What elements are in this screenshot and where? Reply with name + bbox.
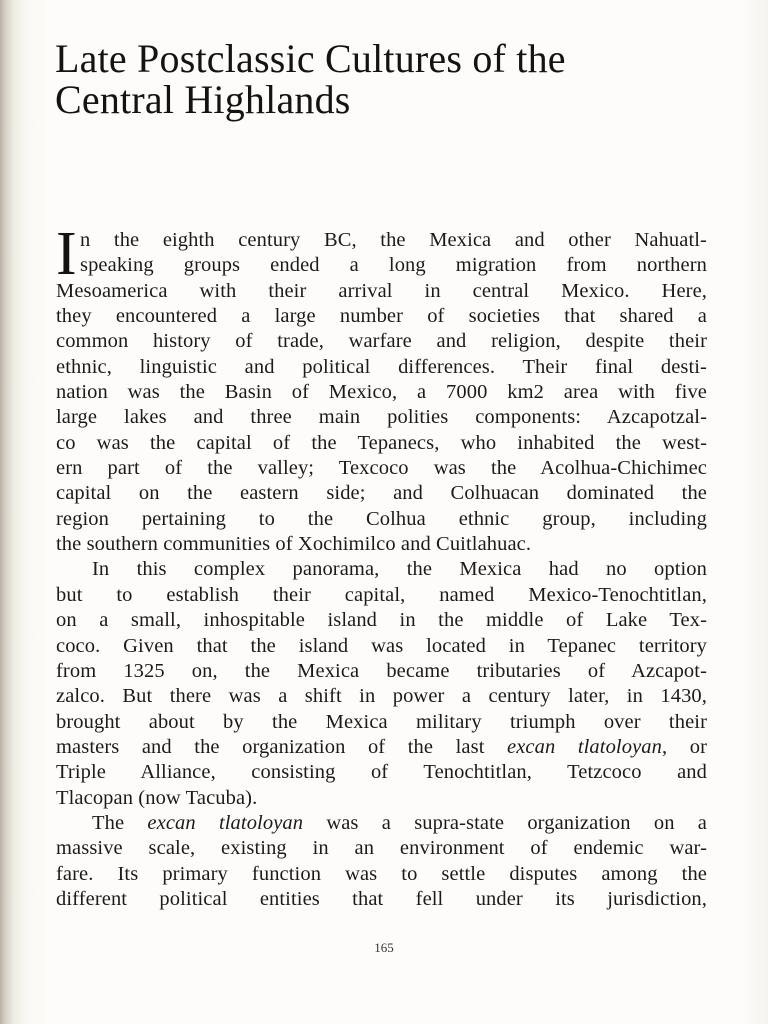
text-segment: Tlacopan (now Tacuba). <box>56 786 258 809</box>
text-segment: Triple Alliance, consisting of Tenochtitlan, Tetzcoco and <box>56 761 707 784</box>
text-segment: large lakes and three main polities components: Azcapotzal- <box>56 406 707 429</box>
body-text <box>56 220 707 912</box>
text-line <box>56 887 707 912</box>
italic-term: excan tlatoloyan <box>507 735 662 758</box>
text-segment: region pertaining to the Colhua ethnic group, including <box>56 507 707 530</box>
text-line <box>56 405 707 430</box>
text-segment: In this complex panorama, the Mexica had no option <box>92 558 707 581</box>
text-line <box>56 557 707 582</box>
text-line <box>56 811 707 836</box>
text-segment: fare. Its primary function was to settle disputes among the <box>56 862 707 885</box>
text-segment: different political entities that fell under its jurisdiction, <box>56 887 707 910</box>
text-segment: the southern communities of Xochimilco and Cuitlahuac. <box>56 533 532 556</box>
text-segment: on a small, inhospitable island in the middle of Lake Tex- <box>56 609 707 632</box>
text-line <box>56 507 707 532</box>
page-number: 165 <box>374 940 394 955</box>
text-line <box>56 355 707 380</box>
text-line <box>56 836 707 861</box>
text-segment: common history of trade, warfare and religion, despite their <box>56 330 707 353</box>
text-line <box>56 253 707 278</box>
text-line <box>56 710 707 735</box>
text-segment: from 1325 on, the Mexica became tributaries of Azcapot- <box>56 659 707 682</box>
text-line <box>56 862 707 887</box>
text-line <box>56 760 707 785</box>
text-segment: massive scale, existing in an environment of endemic war- <box>56 837 707 860</box>
chapter-title-line: Central Highlands <box>55 77 351 122</box>
text-segment: speaking groups ended a long migration from northern <box>80 254 707 277</box>
text-segment: capital on the eastern side; and Colhuacan dominated the <box>56 482 707 505</box>
text-line <box>56 279 707 304</box>
text-segment: , or <box>661 735 707 758</box>
text-line <box>56 659 707 684</box>
text-segment: was a supra-state organization on a <box>303 811 707 834</box>
text-segment: ern part of the valley; Texcoco was the Acolhua-Chichimec <box>56 457 707 480</box>
text-segment: zalco. But there was a shift in power a century later, in 1430, <box>56 685 707 708</box>
text-segment: they encountered a large number of societies that shared a <box>56 305 707 328</box>
text-line <box>56 481 707 506</box>
text-line <box>56 228 707 253</box>
text-line <box>56 329 707 354</box>
chapter-title <box>55 38 566 120</box>
text-segment: ethnic, linguistic and political differences. Their final desti- <box>56 355 707 378</box>
text-line <box>56 304 707 329</box>
text-segment: Mesoamerica with their arrival in central Mexico. Here, <box>56 279 707 302</box>
text-segment: co was the capital of the Tepanecs, who inhabited the west- <box>56 431 707 454</box>
text-segment: brought about by the Mexica military triumph over their <box>56 710 707 733</box>
chapter-title-line: Late Postclassic Cultures of the <box>55 36 566 81</box>
text-segment: but to establish their capital, named Mexico-Tenochtitlan, <box>56 583 707 606</box>
text-line <box>56 431 707 456</box>
text-line <box>56 786 707 811</box>
text-segment: n the eighth century BC, the Mexica and other Nahuatl- <box>80 229 707 251</box>
text-line <box>56 456 707 481</box>
text-line <box>56 684 707 709</box>
drop-cap: I <box>56 220 77 288</box>
text-segment: masters and the organization of the last <box>56 735 508 758</box>
text-line <box>56 735 707 760</box>
text-line <box>56 583 707 608</box>
text-line <box>56 608 707 633</box>
text-segment: coco. Given that the island was located in Tepanec territory <box>56 634 707 657</box>
text-line <box>56 532 707 557</box>
text-line <box>56 634 707 659</box>
italic-term: excan tlatoloyan <box>147 811 304 834</box>
text-segment: The <box>92 811 148 834</box>
text-segment: nation was the Basin of Mexico, a 7000 km2 area with five <box>56 381 707 404</box>
text-line <box>56 380 707 405</box>
